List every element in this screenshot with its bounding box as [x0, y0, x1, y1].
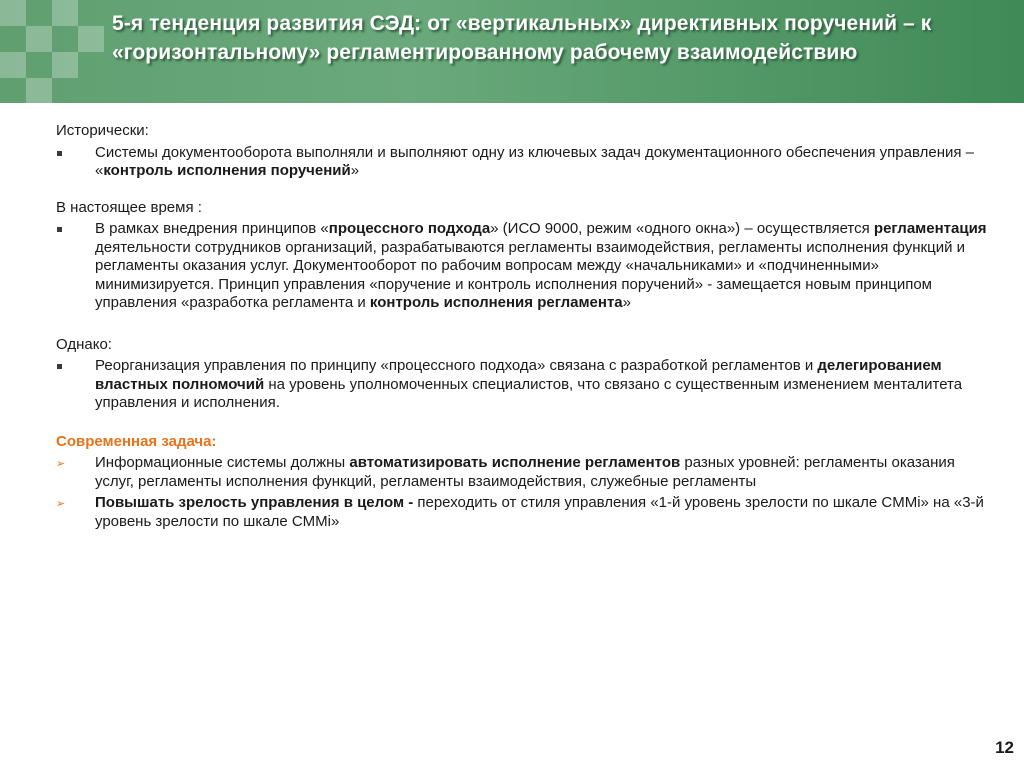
arrow-bullet-icon: ➢	[56, 498, 66, 510]
list-item: В рамках внедрения принципов «процессного подхода» (ИСО 9000, режим «одного окна») – осуществляется регламентация деятельности сотрудников организаций, разрабатываются регламенты взаимодействия, регламенты исполнения функций и регламенты оказания услуг. Документооборот по рабочим вопросам между «начальниками» и «подчиненными» минимизируется. Принцип управления «поручение и контроль исполнения поручений» - замещается новым принципом управления «разработка регламента и контроль исполнения регламента»	[95, 220, 987, 311]
page-number: 12	[995, 738, 1014, 757]
checker-decoration	[0, 0, 120, 103]
section-label-historical: Исторически:	[56, 122, 149, 139]
slide-header	[0, 0, 1024, 103]
list-item: Реорганизация управления по принципу «процессного подхода» связана с разработкой регламентов и делегированием властных полномочий на уровень уполномоченных специалистов, что связано с существенным изменением менталитета управления и исполнения.	[95, 357, 963, 411]
section-label-present: В настоящее время :	[56, 198, 202, 216]
list-item: ➢ Информационные системы должны автоматизировать исполнение регламентов разных уровней: регламенты оказания услуг, регламенты исполнения функций, регламенты взаимодействия, служебные регламенты	[56, 454, 955, 490]
list-item: ➢ Повышать зрелость управления в целом - переходить от стиля управления «1-й уровень зрелости по шкале CMMi» на «3-й уровень зрелости по шкале CMMi»	[56, 494, 984, 530]
slide-body	[56, 122, 991, 531]
slide-title: 5-я тенденция развития СЭД: от «вертикальных» директивных поручений – к «горизонтальному» регламентированному рабочему взаимодействию	[112, 12, 932, 64]
list-item: Системы документооборота выполняли и выполняют одну из ключевых задач документационного обеспечения управления – «контроль исполнения поручений»	[95, 143, 974, 179]
section-label-however: Однако:	[56, 335, 112, 353]
section-label-modern-task: Современная задача:	[56, 432, 217, 450]
arrow-bullet-icon: ➢	[56, 458, 66, 470]
